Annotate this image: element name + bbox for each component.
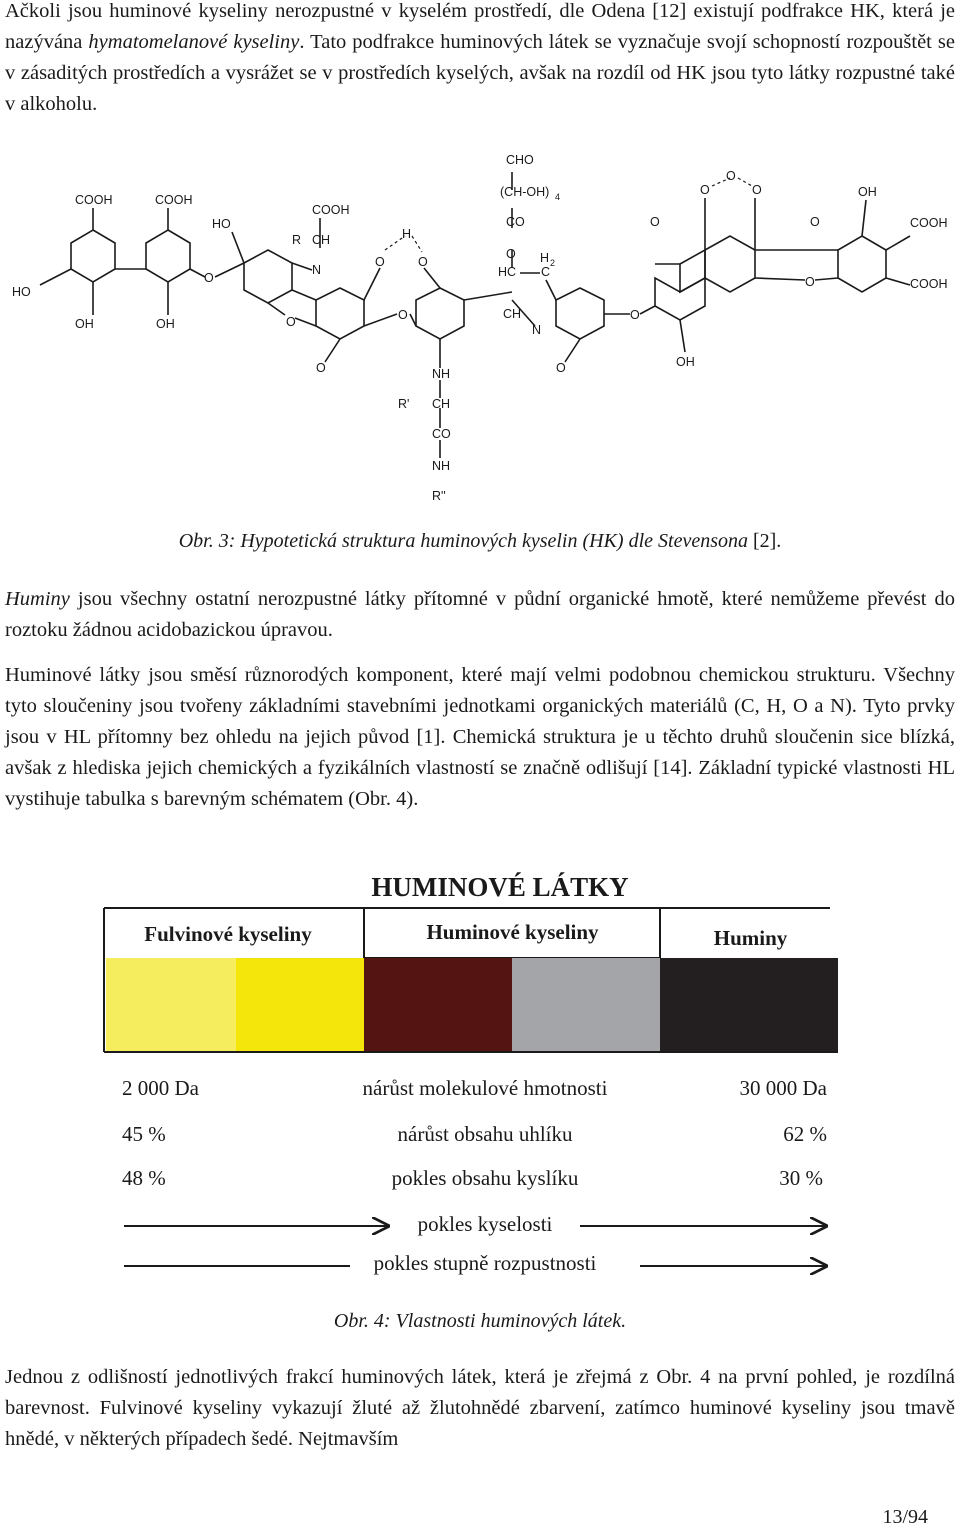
label-h: H xyxy=(402,227,412,241)
label-oh: OH xyxy=(676,355,695,369)
label-cooh: COOH xyxy=(312,203,350,217)
label-ch: CH xyxy=(503,307,522,321)
figure-4-title: HUMINOVÉ LÁTKY xyxy=(371,872,629,902)
label-c: C xyxy=(541,265,551,279)
row-1-left: 2 000 Da xyxy=(122,1076,199,1100)
label-cho: CHO xyxy=(506,153,534,167)
label-r: R xyxy=(292,233,302,247)
label-co: CO xyxy=(432,427,451,441)
label-o: O xyxy=(506,247,516,261)
row-3-left: 48 % xyxy=(122,1166,166,1190)
label-subscript: 2 xyxy=(550,258,556,268)
row-1-center: nárůst molekulové hmotnosti xyxy=(362,1076,608,1100)
row-3-center: pokles obsahu kyslíku xyxy=(391,1166,579,1190)
emphasis-term: hymatomelanové kyseliny xyxy=(88,31,300,53)
label-nh: NH xyxy=(432,367,451,381)
arrow-1-label: pokles kyselosti xyxy=(417,1212,553,1236)
trend-arrows xyxy=(0,1210,960,1280)
label-cooh: COOH xyxy=(155,193,193,207)
paragraph-huminy: Huminy jsou všechny ostatní nerozpustné látky přítomné v půdní organické hmotě, které nemůžeme převést do roztoku žádnou acidobazickou úpravou. xyxy=(5,588,955,641)
label-o: O xyxy=(630,308,640,322)
label-o: O xyxy=(418,255,428,269)
color-swatch-black xyxy=(660,958,838,1051)
label-cooh: COOH xyxy=(910,277,948,291)
label-ho: HO xyxy=(212,217,231,231)
label-o: O xyxy=(204,271,214,285)
color-swatch-yellow xyxy=(236,958,364,1051)
paragraph-intro xyxy=(5,0,955,120)
row-1-right: 30 000 Da xyxy=(739,1076,827,1100)
label-o: O xyxy=(810,215,820,229)
label-o: O xyxy=(752,183,762,197)
emphasis-term: Huminy xyxy=(5,588,70,610)
figure-3-caption: Obr. 3: Hypotetická struktura huminových kyselin (HK) dle Stevensona [2]. xyxy=(178,530,782,552)
paragraph-properties: Huminové látky jsou směsí různorodých komponent, které mají velmi podobnou chemickou strukturu. Všechny tyto sloučeniny jsou tvořeny základními stavebními jednotkami organických materiálů (C, H, O a N). Tyto prvky jsou v HL přítomny bez ohledu na jejich původ [1]. Chemická struktura je u těchto druhů sloučenin sice blízká, avšak z hlediska jejich chemických a fyzikálních vlastností se značně odlišují [14]. Základní typické vlastnosti HL vystihuje tabulka s barevným schématem (Obr. 4). xyxy=(5,664,955,810)
row-3-right: 30 % xyxy=(779,1166,823,1190)
label-oh: OH xyxy=(75,317,94,331)
label-ho: HO xyxy=(12,285,31,299)
row-2-left: 45 % xyxy=(122,1122,166,1146)
color-swatch-grey xyxy=(512,958,660,1051)
label-cooh: COOH xyxy=(910,216,948,230)
label-subscript: 4 xyxy=(555,192,561,202)
label-r-double-prime: R'' xyxy=(432,489,446,503)
label-ch: CH xyxy=(312,233,331,247)
chemical-structure-diagram xyxy=(0,140,960,510)
label-cooh: COOH xyxy=(75,193,113,207)
header-fulvic-acids: Fulvinové kyseliny xyxy=(144,922,312,946)
label-o: O xyxy=(805,275,815,289)
label-hc: HC xyxy=(498,265,517,279)
label-o: O xyxy=(556,361,566,375)
label-h: O xyxy=(726,169,736,183)
row-2-center: nárůst obsahu uhlíku xyxy=(397,1122,573,1146)
label-o: O xyxy=(375,255,385,269)
label-ch: CH xyxy=(432,397,451,411)
page-number: 13/94 xyxy=(882,1506,928,1528)
label-o: O xyxy=(286,315,296,329)
label-n: N xyxy=(532,323,542,337)
label-nh: NH xyxy=(432,459,451,473)
label-o: O xyxy=(700,183,710,197)
label-oh: OH xyxy=(156,317,175,331)
color-swatch-dark-brown xyxy=(364,958,512,1051)
figure-4-caption: Obr. 4: Vlastnosti huminových látek. xyxy=(333,1310,627,1332)
label-o: O xyxy=(650,215,660,229)
label-o: O xyxy=(398,308,408,322)
label-r-prime: R' xyxy=(398,397,410,411)
header-humic-acids: Huminové kyseliny xyxy=(426,920,599,944)
label-o: O xyxy=(316,361,326,375)
text: Ačkoli jsou huminové kyseliny nerozpustné v kyselém prostředí, dle Odena [12] existují podfrakce HK, která je nazývána xyxy=(5,0,955,53)
label-h: H xyxy=(540,251,550,265)
label-co: CO xyxy=(506,215,525,229)
header-humins: Huminy xyxy=(713,926,788,950)
row-2-right: 62 % xyxy=(783,1122,827,1146)
text: . Tato podfrakce huminových látek se vyznačuje svojí schopností rozpouštět se v zásaditých prostředích a vysrážet se v prostředích kyselých, avšak na rozdíl od HK jsou tyto látky rozpustné také v alkoholu. xyxy=(5,31,955,115)
label-n: N xyxy=(312,263,322,277)
color-swatch-light-yellow xyxy=(106,958,236,1051)
label-oh: OH xyxy=(858,185,877,199)
arrow-2-label: pokles stupně rozpustnosti xyxy=(373,1251,597,1275)
label-ch-oh: (CH-OH) xyxy=(500,185,550,199)
paragraph-color-differences: Jednou z odlišností jednotlivých frakcí huminových látek, která je zřejmá z Obr. 4 na první pohled, je rozdílná barevnost. Fulvinové kyseliny vykazují žluté až žlutohnědé zbarvení, zatímco huminové kyseliny jsou tmavě hnědé, v některých případech šedé. Nejtmavším xyxy=(5,1366,955,1450)
